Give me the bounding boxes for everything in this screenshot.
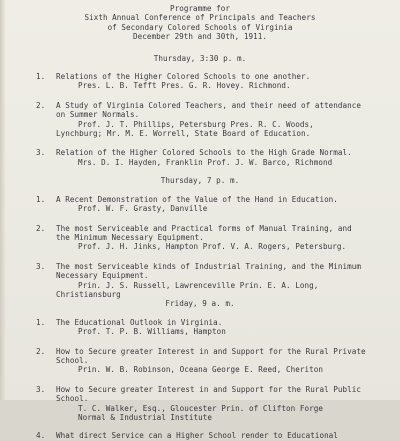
programme-item <box>0 148 400 157</box>
item-title: How to Secure greater Interest in and Support for the Rural Public <box>56 384 362 394</box>
programme-item <box>0 318 400 327</box>
header-line-2: Sixth Annual Conference of Principals and Teachers <box>84 13 316 23</box>
document-header <box>0 4 400 42</box>
session-heading: Friday, 9 a. m. <box>165 299 235 309</box>
item-title: The Educational Outlook in Virginia. <box>56 317 223 327</box>
item-title: How to Secure greater Interest in and Support for the Rural Private <box>56 346 366 356</box>
item-speakers: Prof. W. F. Grasty, Danville <box>78 204 208 214</box>
item-speakers: Prof. J. H. Jinks, Hampton Prof. V. A. Rogers, Petersburg. <box>78 242 347 252</box>
item-title: What direct Service can a Higher School render to Educational <box>56 431 338 441</box>
item-speakers: Prof. T. P. B. Williams, Hampton <box>78 327 226 337</box>
item-speakers: Prin. J. S. Russell, Lawrenceville Prin. E. A. Long, <box>78 280 319 290</box>
item-title-cont: School. <box>56 355 89 365</box>
programme-item <box>0 72 400 81</box>
header-line-3: of Secondary Colored Schools of Virginia <box>107 22 293 32</box>
item-speakers-cont: Christiansburg <box>56 289 121 299</box>
item-title: The most Serviceable and Practical forms of Manual Training, and <box>56 223 352 233</box>
item-title-cont: Necessary Equipment. <box>56 271 149 281</box>
item-title-cont: the Minimum Necessary Equipment. <box>56 232 204 242</box>
item-speakers-cont: Normal & Industrial Institute <box>78 413 213 422</box>
item-speakers: Mrs. D. I. Hayden, Franklin Prof. J. W. Barco, Richmond <box>78 157 333 167</box>
item-speakers: Prin. W. B. Robinson, Oceana George E. Reed, Cheriton <box>78 365 323 375</box>
item-number: 2. <box>36 223 46 233</box>
programme-item <box>0 385 400 404</box>
session-heading: Thursday, 3:30 p. m. <box>153 53 247 63</box>
item-number: 1. <box>36 194 46 204</box>
item-number: 1. <box>36 317 46 327</box>
item-title: A Recent Demonstration of the Value of the Hand in Education. <box>56 194 338 204</box>
item-title: A Study of Virginia Colored Teachers, and their need of attendance <box>56 100 362 110</box>
session-heading: Thursday, 7 p. m. <box>160 176 240 186</box>
programme-item <box>0 431 400 440</box>
programme-item <box>0 101 400 120</box>
item-speakers: T. C. Walker, Esq., Gloucester Prin. of Clifton Forge <box>78 403 323 413</box>
item-title: The most Serviceable kinds of Industrial Training, and the Minimum <box>56 261 362 271</box>
programme-item <box>0 224 400 243</box>
item-speakers: Pres. L. B. Tefft Pres. G. R. Hovey. Richmond. <box>78 81 291 91</box>
item-number: 3. <box>36 261 46 271</box>
programme-item <box>0 347 400 366</box>
item-title-cont: School. <box>56 394 89 404</box>
item-number: 1. <box>36 72 46 82</box>
programme-item <box>0 262 400 281</box>
item-title: Relation of the Higher Colored Schools to the High Grade Normal. <box>56 148 352 158</box>
item-number: 3. <box>36 384 46 394</box>
item-number: 4. <box>36 431 46 441</box>
programme-item <box>0 195 400 204</box>
item-title: Relations of the Higher Colored Schools to one another. <box>56 72 311 82</box>
item-number: 2. <box>36 100 46 110</box>
item-speakers-cont: Lynchburg; Mr. M. E. Worrell, State Board of Education. <box>56 129 311 139</box>
item-number: 3. <box>36 148 46 158</box>
header-line-1: Programme for <box>169 4 231 13</box>
item-title-cont: on Summer Normals. <box>56 110 140 120</box>
item-number: 2. <box>36 346 46 356</box>
item-speakers: Prof. J. T. Phillips, Petersburg Pres. R. C. Woods, <box>78 119 314 129</box>
header-line-4: December 29th and 30th, 1911. <box>132 32 268 42</box>
